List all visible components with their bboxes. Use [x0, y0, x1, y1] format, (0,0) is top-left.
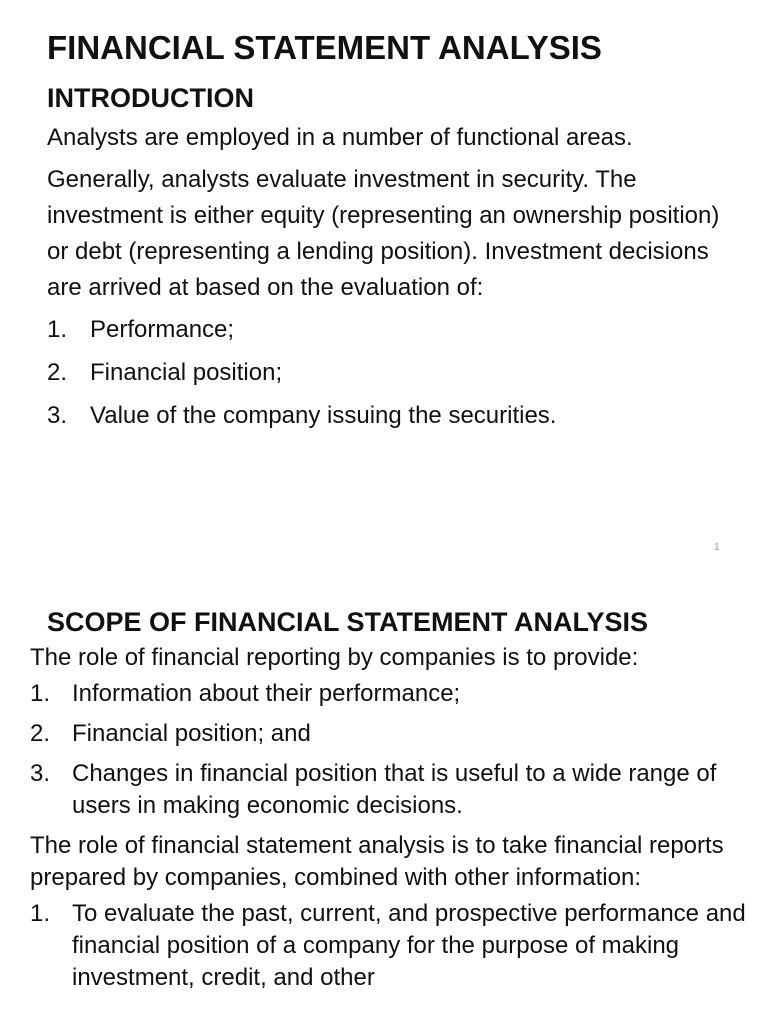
list-item [30, 678, 750, 710]
list-text: Value of the company issuing the securities. [90, 402, 557, 429]
list-text: Financial position; [90, 359, 283, 386]
investment-paragraph: Generally, analysts evaluate investment in security. The investment is either equity (representing an ownership position) or debt (representing a lending position). Investment decisions are arrived at based on the evaluation of: [47, 166, 720, 301]
list-number: 3. [30, 760, 51, 787]
list-text: Information about their performance; [72, 680, 461, 707]
list-text: To evaluate the past, current, and prospective performance and financial position of a company for the purpose of making investment, credit, and other [72, 900, 746, 991]
intro-paragraph: Analysts are employed in a number of functional areas. [47, 124, 633, 151]
list-number: 2. [30, 720, 51, 747]
list-number: 1. [47, 316, 68, 343]
slide-title: FINANCIAL STATEMENT ANALYSIS [47, 29, 602, 66]
section-heading: SCOPE OF FINANCIAL STATEMENT ANALYSIS [47, 607, 649, 637]
list-number: 1. [30, 900, 51, 927]
list-number: 3. [47, 402, 68, 429]
analysis-list [30, 898, 750, 994]
list-item [47, 398, 747, 434]
list-item [47, 312, 747, 348]
evaluation-list [47, 312, 747, 434]
slide-scope [30, 602, 750, 1002]
reporting-paragraph: The role of financial reporting by companies is to provide: [30, 644, 639, 671]
list-text: Performance; [90, 316, 235, 343]
list-number: 2. [47, 359, 68, 386]
slide-number: 1 [714, 542, 720, 553]
analysis-paragraph: The role of financial statement analysis is to take financial reports prepared by companies, combined with other information: [30, 832, 724, 891]
slide-introduction [47, 26, 747, 441]
reporting-list [30, 678, 750, 822]
list-item [30, 718, 750, 750]
list-item [47, 355, 747, 391]
section-heading: INTRODUCTION [47, 83, 254, 113]
list-item [30, 758, 750, 822]
list-text: Changes in financial position that is useful to a wide range of users in making economic decisions. [72, 760, 717, 819]
list-text: Financial position; and [72, 720, 311, 747]
list-number: 1. [30, 680, 51, 707]
list-item [30, 898, 750, 994]
